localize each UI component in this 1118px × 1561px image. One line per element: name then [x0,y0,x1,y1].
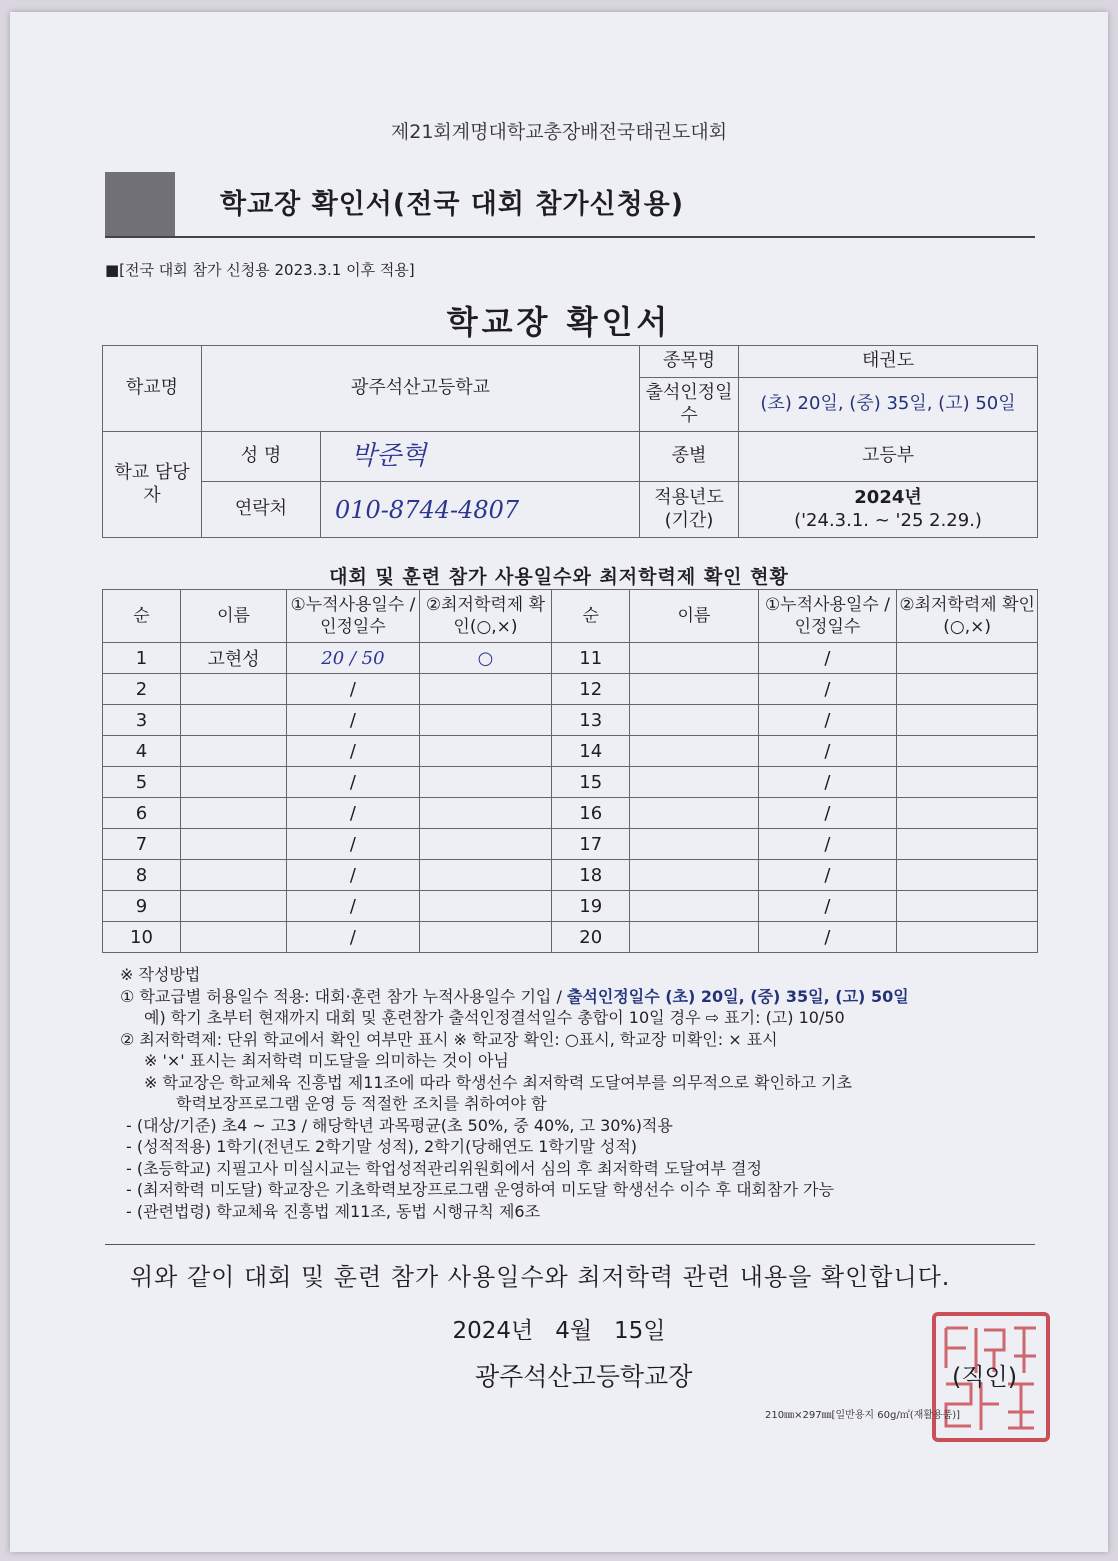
cell-name [180,860,286,891]
cell-check [419,705,552,736]
contact-label: 연락처 [202,482,321,538]
table-row [103,705,1038,736]
table-row [103,891,1038,922]
method-line-1 [120,986,1050,1008]
cell-days: / [287,674,420,705]
cell-days: / [287,798,420,829]
participant-table [102,589,1038,953]
title-decoration-block [105,172,175,236]
info-table [102,345,1038,538]
cell-days: / [758,922,897,953]
method-line-11: - (관련법령) 학교체육 진흥법 제11조, 동법 시행규칙 제6조 [126,1201,541,1221]
document-title: 학교장 확인서 [446,303,672,341]
cell-check [419,798,552,829]
cell-no: 3 [103,705,181,736]
writing-method [120,964,1050,1222]
cell-no: 13 [552,705,630,736]
cell-check [897,767,1038,798]
cell-name [630,922,759,953]
cell-no: 12 [552,674,630,705]
cell-no: 6 [103,798,181,829]
year-label: 적용년도 (기간) [640,482,739,538]
list-title: 대회 및 훈련 참가 사용일수와 최저학력제 확인 현황 [329,566,789,588]
main-title: 학교장 확인서(전국 대회 참가신청용) [220,189,685,220]
cell-check [897,860,1038,891]
header-check: ②최저학력제 확인(○,×) [419,590,552,643]
cell-no: 4 [103,736,181,767]
cell-name [180,922,286,953]
cell-days: / [287,922,420,953]
cell-days: / [758,767,897,798]
table-row [103,798,1038,829]
contact-handwritten: 010-8744-4807 [321,482,640,538]
cell-no: 15 [552,767,630,798]
cell-check [419,767,552,798]
cell-name [630,891,759,922]
cell-check [419,891,552,922]
attendance-label: 출석인정일수 [640,378,739,432]
cell-days: 20 / 50 [287,643,420,674]
application-note: ■[전국 대회 참가 신청용 2023.3.1 이후 적용] [105,261,415,279]
method-line-5: ※ 학교장은 학교체육 진흥법 제11조에 따라 학생선수 최저학력 도달여부를 의무적으로 확인하고 기초 [144,1072,852,1092]
cell-name [180,705,286,736]
table-row [103,922,1038,953]
cell-no: 9 [103,891,181,922]
cell-check [897,736,1038,767]
cell-name [630,643,759,674]
method-line-1a: ① 학교급별 허용일수 적용: 대회·훈련 참가 누적사용일수 기입 / [120,986,567,1006]
cell-no: 5 [103,767,181,798]
school-name-value: 광주석산고등학교 [202,346,640,432]
table-row [103,860,1038,891]
document-page [10,12,1108,1552]
table-row [103,643,1038,674]
cell-check [897,643,1038,674]
method-line-6: 학력보장프로그램 운영 등 적절한 조치를 취하여야 함 [176,1094,547,1113]
cell-days: / [287,860,420,891]
cell-no: 18 [552,860,630,891]
name-label: 성 명 [202,432,321,482]
cell-name [180,736,286,767]
cell-days: / [758,829,897,860]
method-line-2: 예) 학기 초부터 현재까지 대회 및 훈련참가 출석인정결석일수 총합이 10일 경우 ⇨ 표기: (고) 10/50 [144,1008,845,1027]
cell-name [180,798,286,829]
method-line-3: ② 최저학력제: 단위 학교에서 확인 여부만 표시 ※ 학교장 확인: ○표시, 학교장 미확인: × 표시 [120,1029,778,1049]
cell-no: 11 [552,643,630,674]
cell-name [630,674,759,705]
cell-days: / [287,767,420,798]
cell-days: / [287,705,420,736]
participant-table-body [103,590,1038,953]
cell-no: 20 [552,922,630,953]
header-name: 이름 [180,590,286,643]
cell-no: 8 [103,860,181,891]
cell-days: / [758,674,897,705]
manager-name-handwritten: 박준혁 [321,432,640,482]
cell-name [180,891,286,922]
paper-spec: 210㎜×297㎜[일반용지 60g/㎡(재활용품)] [765,1410,961,1421]
cell-name [630,860,759,891]
cell-check: ○ [419,643,552,674]
cell-name [630,767,759,798]
cell-name [630,829,759,860]
cell-check [419,922,552,953]
principal-name: 광주석산고등학교장 [475,1362,693,1391]
cell-name [630,705,759,736]
cell-name [630,736,759,767]
header-check-2: ②최저학력제 확인(○,×) [897,590,1038,643]
header-days: ①누적사용일수 /인정일수 [287,590,420,643]
cell-days: / [758,736,897,767]
attendance-value: (초) 20일, (중) 35일, (고) 50일 [739,378,1038,432]
year-cell [739,482,1038,538]
cell-check [897,705,1038,736]
cell-check [419,674,552,705]
method-line-1b: 출석인정일수 (초) 20일, (중) 35일, (고) 50일 [566,986,909,1006]
cell-name [180,767,286,798]
header-name-2: 이름 [630,590,759,643]
header-no-2: 순 [552,590,630,643]
header-no: 순 [103,590,181,643]
event-title: 제21회계명대학교총장배전국태권도대회 [390,121,728,143]
cell-days: / [287,736,420,767]
method-line-9: - (초등학교) 지필고사 미실시교는 학업성적관리위원회에서 심의 후 최저학력 도달여부 결정 [126,1158,762,1178]
year-value: 2024년 [854,487,922,508]
cell-no: 14 [552,736,630,767]
category-value: 고등부 [739,432,1038,482]
cell-name [630,798,759,829]
cell-name [180,674,286,705]
cell-check [897,922,1038,953]
seal-mark-label: (직인) [952,1363,1018,1391]
cell-days: / [758,705,897,736]
method-heading: ※ 작성방법 [120,965,201,984]
sport-label: 종목명 [640,346,739,378]
cell-name: 고현성 [180,643,286,674]
cell-check [897,674,1038,705]
manager-label: 학교 담당자 [103,432,202,538]
cell-check [419,736,552,767]
cell-days: / [287,829,420,860]
period-value: ('24.3.1. ~ '25 2.29.) [794,509,982,531]
cell-days: / [758,643,897,674]
header-days-2: ①누적사용일수 /인정일수 [758,590,897,643]
confirmation-date: 2024년 4월 15일 [452,1318,666,1344]
cell-no: 19 [552,891,630,922]
cell-no: 10 [103,922,181,953]
cell-no: 16 [552,798,630,829]
table-row [103,829,1038,860]
method-line-4: ※ '×' 표시는 최저학력 미도달을 의미하는 것이 아님 [144,1051,509,1070]
method-line-10: - (최저학력 미도달) 학교장은 기초학력보장프로그램 운영하여 미도달 학생선수 이수 후 대회참가 가능 [126,1180,834,1199]
method-line-7: - (대상/기준) 초4 ~ 고3 / 해당학년 과목평균(초 50%, 중 40%, 고 30%)적용 [126,1115,673,1135]
table-row [103,736,1038,767]
table-row [103,767,1038,798]
cell-no: 2 [103,674,181,705]
cell-no: 1 [103,643,181,674]
cell-no: 7 [103,829,181,860]
cell-days: / [758,798,897,829]
title-underline [105,236,1035,238]
sport-value: 태권도 [739,346,1038,378]
cell-check [897,891,1038,922]
cell-check [419,829,552,860]
cell-check [419,860,552,891]
cell-days: / [758,860,897,891]
cell-check [897,798,1038,829]
table-header-row [103,590,1038,643]
category-label: 종별 [640,432,739,482]
method-line-8: - (성적적용) 1학기(전년도 2학기말 성적), 2학기(당해연도 1학기말 성적) [126,1137,638,1156]
table-row [103,674,1038,705]
cell-name [180,829,286,860]
cell-no: 17 [552,829,630,860]
cell-days: / [758,891,897,922]
cell-days: / [287,891,420,922]
method-divider [105,1244,1035,1245]
school-name-label: 학교명 [103,346,202,432]
confirmation-statement: 위와 같이 대회 및 훈련 참가 사용일수와 최저학력 관련 내용을 확인합니다. [130,1263,951,1291]
cell-check [897,829,1038,860]
